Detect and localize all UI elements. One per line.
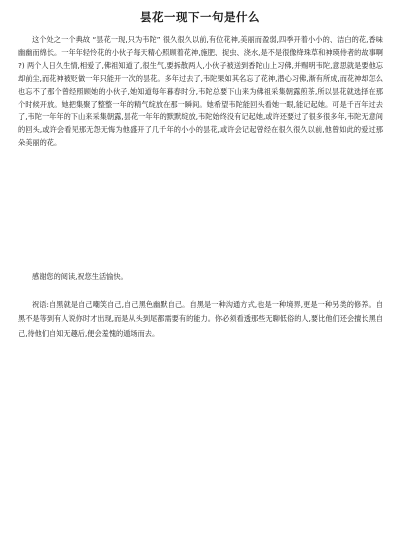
document-title: 昙花一现下一句是什么 bbox=[140, 10, 260, 24]
wish-paragraph: 祝语:自黑就是自己嘲笑自己,自己黑色幽默自己。自黑是一种沟通方式,也是一种境界,更是一种另类的修养。自黑不是等到有人说你时才出现,而是从头到尾都需要有的能力。你必须看透那些无聊低俗的人,要比他们还会擅长黑自己,待他们自知无趣后,便会羞愧的遁场而去。 bbox=[18, 300, 383, 338]
closing-line: 感谢您的阅读,祝您生活愉快。 bbox=[32, 272, 128, 281]
body-paragraph: 这个处之一个典故 “昙花一现,只为韦陀” 很久很久以前,有位花神,美丽而盈弱,四季开着小小的、洁白的花,香味幽幽而绵长。一年年轻怜花的小伙子每天精心照顾着花神,施肥、捉虫、浇水,是不是很像绛珠草和神瑛侍者的故事啊 ?) 两个人日久生情,相爱了,佛祖知道了,很生气,要拆散两人,小伙子被送到香陀山上习佛,并赐明韦陀,意思就是要他忘却前尘,而花神被贬做一年只能开一次的昙花。多年过去了,韦陀果如其名忘了花神,潜心习佛,渐有所成,而花神却怎么也忘不了那个曾经照顾她的小伙子,她知道每年暮春时分,韦陀总要下山来为佛祖采集朝露煎茶,所以昙花就选择在那个时候开放。她把集聚了整整一年的精气绽放在那一瞬间。她希望韦陀能回头看她一眼,能记起她。可是千百年过去了,韦陀一年年的下山来采集朝露,昙花一年年的默默绽放,韦陀始终没有记起她,或许还要过了很多很多年,韦陀无意间的回头,或许会看见那无怨无悔为他盛开了几千年的小小的昙花,或许会记起曾经在很久很久以前,他曾如此的爱过那朵美丽的花。 bbox=[18, 35, 383, 148]
